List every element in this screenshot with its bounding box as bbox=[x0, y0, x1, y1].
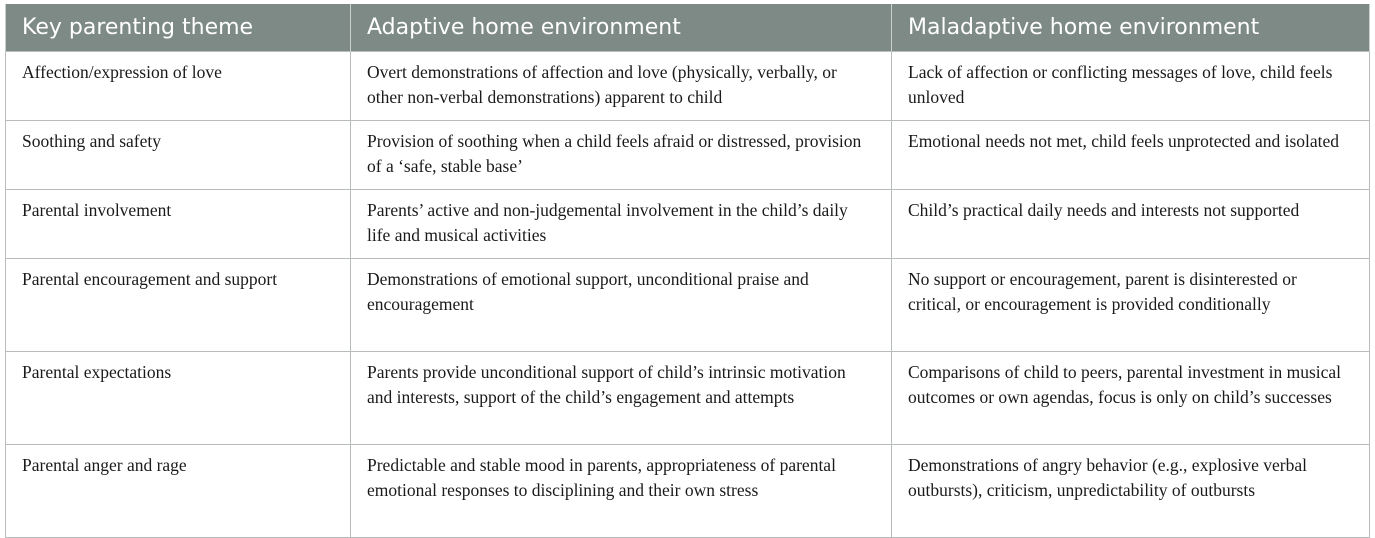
theme-cell: Parental involvement bbox=[6, 190, 351, 259]
table-body bbox=[6, 52, 1370, 538]
table-header bbox=[6, 4, 1370, 52]
adaptive-cell: Provision of soothing when a child feels afraid or distressed, provision of a ‘safe, stable base’ bbox=[351, 121, 892, 190]
maladaptive-cell: Emotional needs not met, child feels unprotected and isolated bbox=[892, 121, 1370, 190]
maladaptive-cell: Child’s practical daily needs and interests not supported bbox=[892, 190, 1370, 259]
maladaptive-cell: Demonstrations of angry behavior (e.g., explosive verbal outbursts), criticism, unpredictability of outbursts bbox=[892, 445, 1370, 538]
maladaptive-cell: No support or encouragement, parent is disinterested or critical, or encouragement is provided conditionally bbox=[892, 259, 1370, 352]
adaptive-cell: Predictable and stable mood in parents, appropriateness of parental emotional responses to disciplining and their own stress bbox=[351, 445, 892, 538]
table-row bbox=[6, 259, 1370, 352]
adaptive-cell: Parents provide unconditional support of child’s intrinsic motivation and interests, support of the child’s engagement and attempts bbox=[351, 352, 892, 445]
table-row bbox=[6, 445, 1370, 538]
theme-cell: Parental anger and rage bbox=[6, 445, 351, 538]
maladaptive-cell: Comparisons of child to peers, parental investment in musical outcomes or own agendas, focus is only on child’s successes bbox=[892, 352, 1370, 445]
maladaptive-cell: Lack of affection or conflicting messages of love, child feels unloved bbox=[892, 52, 1370, 121]
theme-cell: Affection/expression of love bbox=[6, 52, 351, 121]
header-adaptive-home-environment: Adaptive home environment bbox=[351, 4, 892, 52]
parenting-themes-table bbox=[5, 4, 1370, 538]
table-row bbox=[6, 121, 1370, 190]
table-row bbox=[6, 52, 1370, 121]
table-row bbox=[6, 352, 1370, 445]
theme-cell: Parental expectations bbox=[6, 352, 351, 445]
parenting-themes-table-container bbox=[5, 4, 1369, 538]
table-row bbox=[6, 190, 1370, 259]
adaptive-cell: Overt demonstrations of affection and love (physically, verbally, or other non-verbal demonstrations) apparent to child bbox=[351, 52, 892, 121]
header-maladaptive-home-environment: Maladaptive home environment bbox=[892, 4, 1370, 52]
theme-cell: Soothing and safety bbox=[6, 121, 351, 190]
theme-cell: Parental encouragement and support bbox=[6, 259, 351, 352]
header-key-parenting-theme: Key parenting theme bbox=[6, 4, 351, 52]
adaptive-cell: Parents’ active and non-judgemental involvement in the child’s daily life and musical activities bbox=[351, 190, 892, 259]
header-row bbox=[6, 4, 1370, 52]
adaptive-cell: Demonstrations of emotional support, unconditional praise and encouragement bbox=[351, 259, 892, 352]
